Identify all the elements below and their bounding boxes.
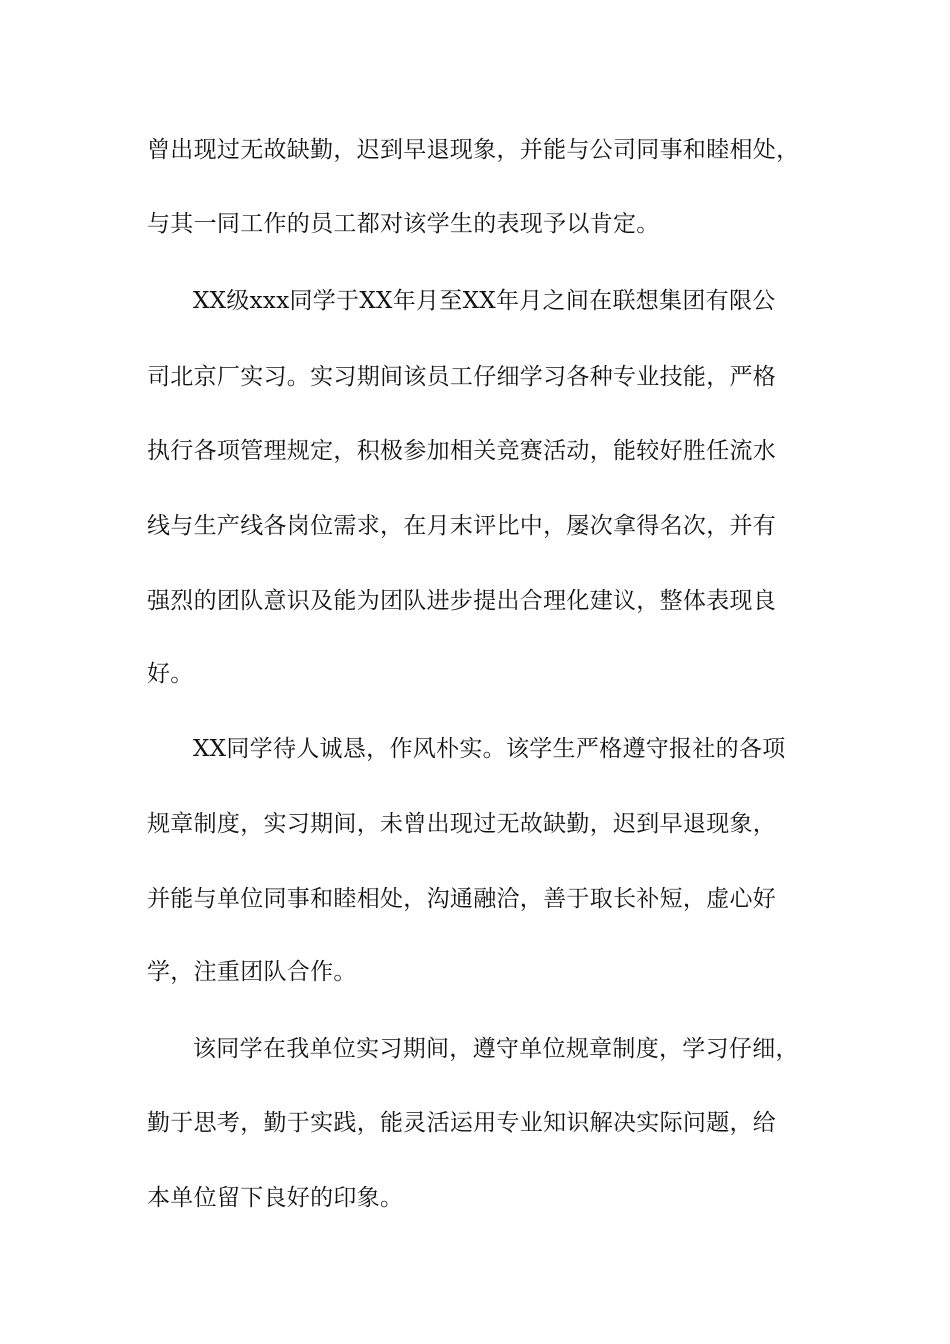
paragraph-4-line-2: 勤于思考，勤于实践，能灵活运用专业知识解决实际问题，给 <box>147 1110 777 1136</box>
paragraph-2-line-3: 执行各项管理规定，积极参加相关竞赛活动，能较好胜任流水 <box>147 438 777 464</box>
paragraph-1-line-2: 与其一同工作的员工都对该学生的表现予以肯定。 <box>147 211 660 237</box>
paragraph-3-line-4: 学，注重团队合作。 <box>147 959 357 985</box>
paragraph-2-line-1: XX级xxx同学于XX年月至XX年月之间在联想集团有限公 <box>193 288 776 314</box>
paragraph-4-line-3: 本单位留下良好的印象。 <box>147 1185 404 1211</box>
paragraph-3-line-1: XX同学待人诚恳，作风朴实。该学生严格遵守报社的各项 <box>193 736 786 762</box>
paragraph-1-line-1: 曾出现过无故缺勤，迟到早退现象，并能与公司同事和睦相处， <box>147 137 800 163</box>
paragraph-2-line-2: 司北京厂实习。实习期间该员工仔细学习各种专业技能，严格 <box>147 364 777 390</box>
paragraph-4-line-1: 该同学在我单位实习期间，遵守单位规章制度，学习仔细， <box>193 1036 799 1062</box>
paragraph-2-line-4: 线与生产线各岗位需求，在月末评比中，屡次拿得名次，并有 <box>147 513 777 539</box>
paragraph-3-line-2: 规章制度，实习期间，未曾出现过无故缺勤，迟到早退现象， <box>147 811 777 837</box>
paragraph-3-line-3: 并能与单位同事和睦相处，沟通融洽，善于取长补短，虚心好 <box>147 886 777 912</box>
paragraph-2-line-6: 好。 <box>147 661 194 687</box>
paragraph-2-line-5: 强烈的团队意识及能为团队进步提出合理化建议，整体表现良 <box>147 588 777 614</box>
